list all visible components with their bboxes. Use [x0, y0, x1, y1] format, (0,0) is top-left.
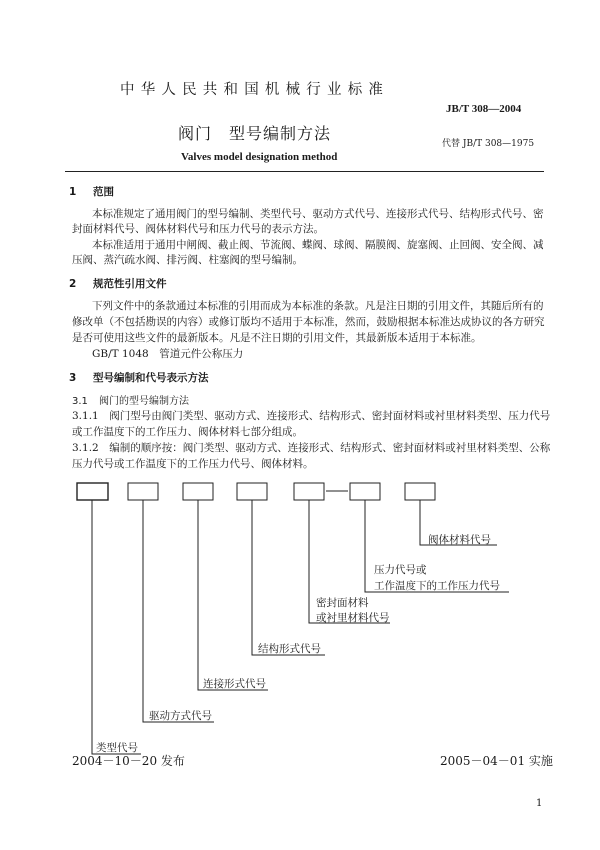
clause-3-1-1-line-1: 3.1.1 阀门型号由阀门类型、驱动方式、连接形式、结构形式、密封面材料或衬里材料类型、压力代号 [72, 410, 551, 422]
document-title: 阀门 型号编制方法 [178, 124, 332, 143]
clause-3-1-1-line-2: 或工作温度下的工作压力、阀体材料七部分组成。 [72, 426, 303, 438]
leader-valve-type [92, 500, 141, 754]
document-title-english: Valves model designation method [181, 151, 338, 163]
section-2-para-line-1: 下列文件中的条款通过本标准的引用而成为本标准的条款。凡是注日期的引用文件，其随后所有的 [92, 300, 544, 312]
section-1-para-1-line-2: 封面材料代号、阀体材料代号和压力代号的表示方法。 [72, 223, 324, 235]
code-box-connection [183, 483, 213, 500]
code-box-valve-type [77, 483, 108, 500]
code-box-body-material [405, 483, 435, 500]
clause-3-1-2-line-1: 3.1.2 编制的顺序按：阀门类型、驱动方式、连接形式、结构形式、密封面材料或衬里材料类型、公称 [72, 442, 551, 454]
label-pressure-code-line-2: 工作温度下的工作压力代号 [374, 580, 500, 592]
section-1-title: 范围 [93, 186, 114, 198]
section-3-number: 3 [69, 372, 77, 384]
label-seal-material-line-2: 或衬里材料代号 [316, 612, 390, 624]
section-1-para-2-line-2: 压阀、蒸汽疏水阀、排污阀、柱塞阀的型号编制。 [72, 254, 303, 266]
label-body-material-code: 阀体材料代号 [428, 534, 491, 546]
publication-date: 2004－10－20 发布 [72, 754, 185, 768]
leader-structure [252, 500, 325, 655]
section-3-1-number: 3.1 [72, 396, 88, 407]
section-1-number: 1 [69, 186, 77, 198]
label-structure-code: 结构形式代号 [258, 643, 321, 655]
label-seal-material-line-1: 密封面材料 [316, 597, 369, 609]
section-1-para-1-line-1: 本标准规定了通用阀门的型号编制、类型代号、驱动方式代号、连接形式代号、结构形式代号、密 [92, 208, 544, 220]
code-box-pressure [350, 483, 380, 500]
clause-3-1-2-line-2: 压力代号或工作温度下的工作压力代号、阀体材料。 [72, 458, 314, 470]
page-number: 1 [536, 798, 543, 809]
code-box-drive [128, 483, 158, 500]
section-2-para-line-2: 修改单（不包括勘误的内容）或修订版均不适用于本标准，然而，鼓励根据本标准达成协议的各方研究 [72, 316, 545, 328]
replaces-standard: 代替 JB/T 308—1975 [442, 139, 535, 149]
label-valve-type-code: 类型代号 [96, 742, 138, 754]
label-pressure-code-line-1: 压力代号或 [374, 564, 427, 576]
code-box-structure [237, 483, 267, 500]
section-1-para-2-line-1: 本标准适用于通用中闸阀、截止阀、节流阀、蝶阀、球阀、隔膜阀、旋塞阀、止回阀、安全阀、减 [92, 239, 544, 251]
implementation-date: 2005－04－01 实施 [440, 754, 553, 768]
leader-connection [198, 500, 268, 690]
label-connection-code: 连接形式代号 [203, 678, 266, 690]
standard-number: JB/T 308—2004 [446, 103, 522, 115]
section-2-para-line-3: 是否可使用这些文件的最新版本。凡是不注日期的引用文件，其最新版本适用于本标准。 [72, 332, 482, 344]
code-box-seal [294, 483, 324, 500]
standard-organization: 中华人民共和国机械行业标准 [120, 82, 390, 98]
label-drive-code: 驱动方式代号 [149, 710, 212, 722]
section-2-title: 规范性引用文件 [93, 278, 167, 290]
reference-gbt-1048: GB/T 1048 管道元件公称压力 [92, 348, 244, 360]
section-2-number: 2 [69, 278, 77, 290]
section-3-title: 型号编制和代号表示方法 [93, 372, 209, 384]
section-3-1-title: 阀门的型号编制方法 [99, 396, 189, 407]
